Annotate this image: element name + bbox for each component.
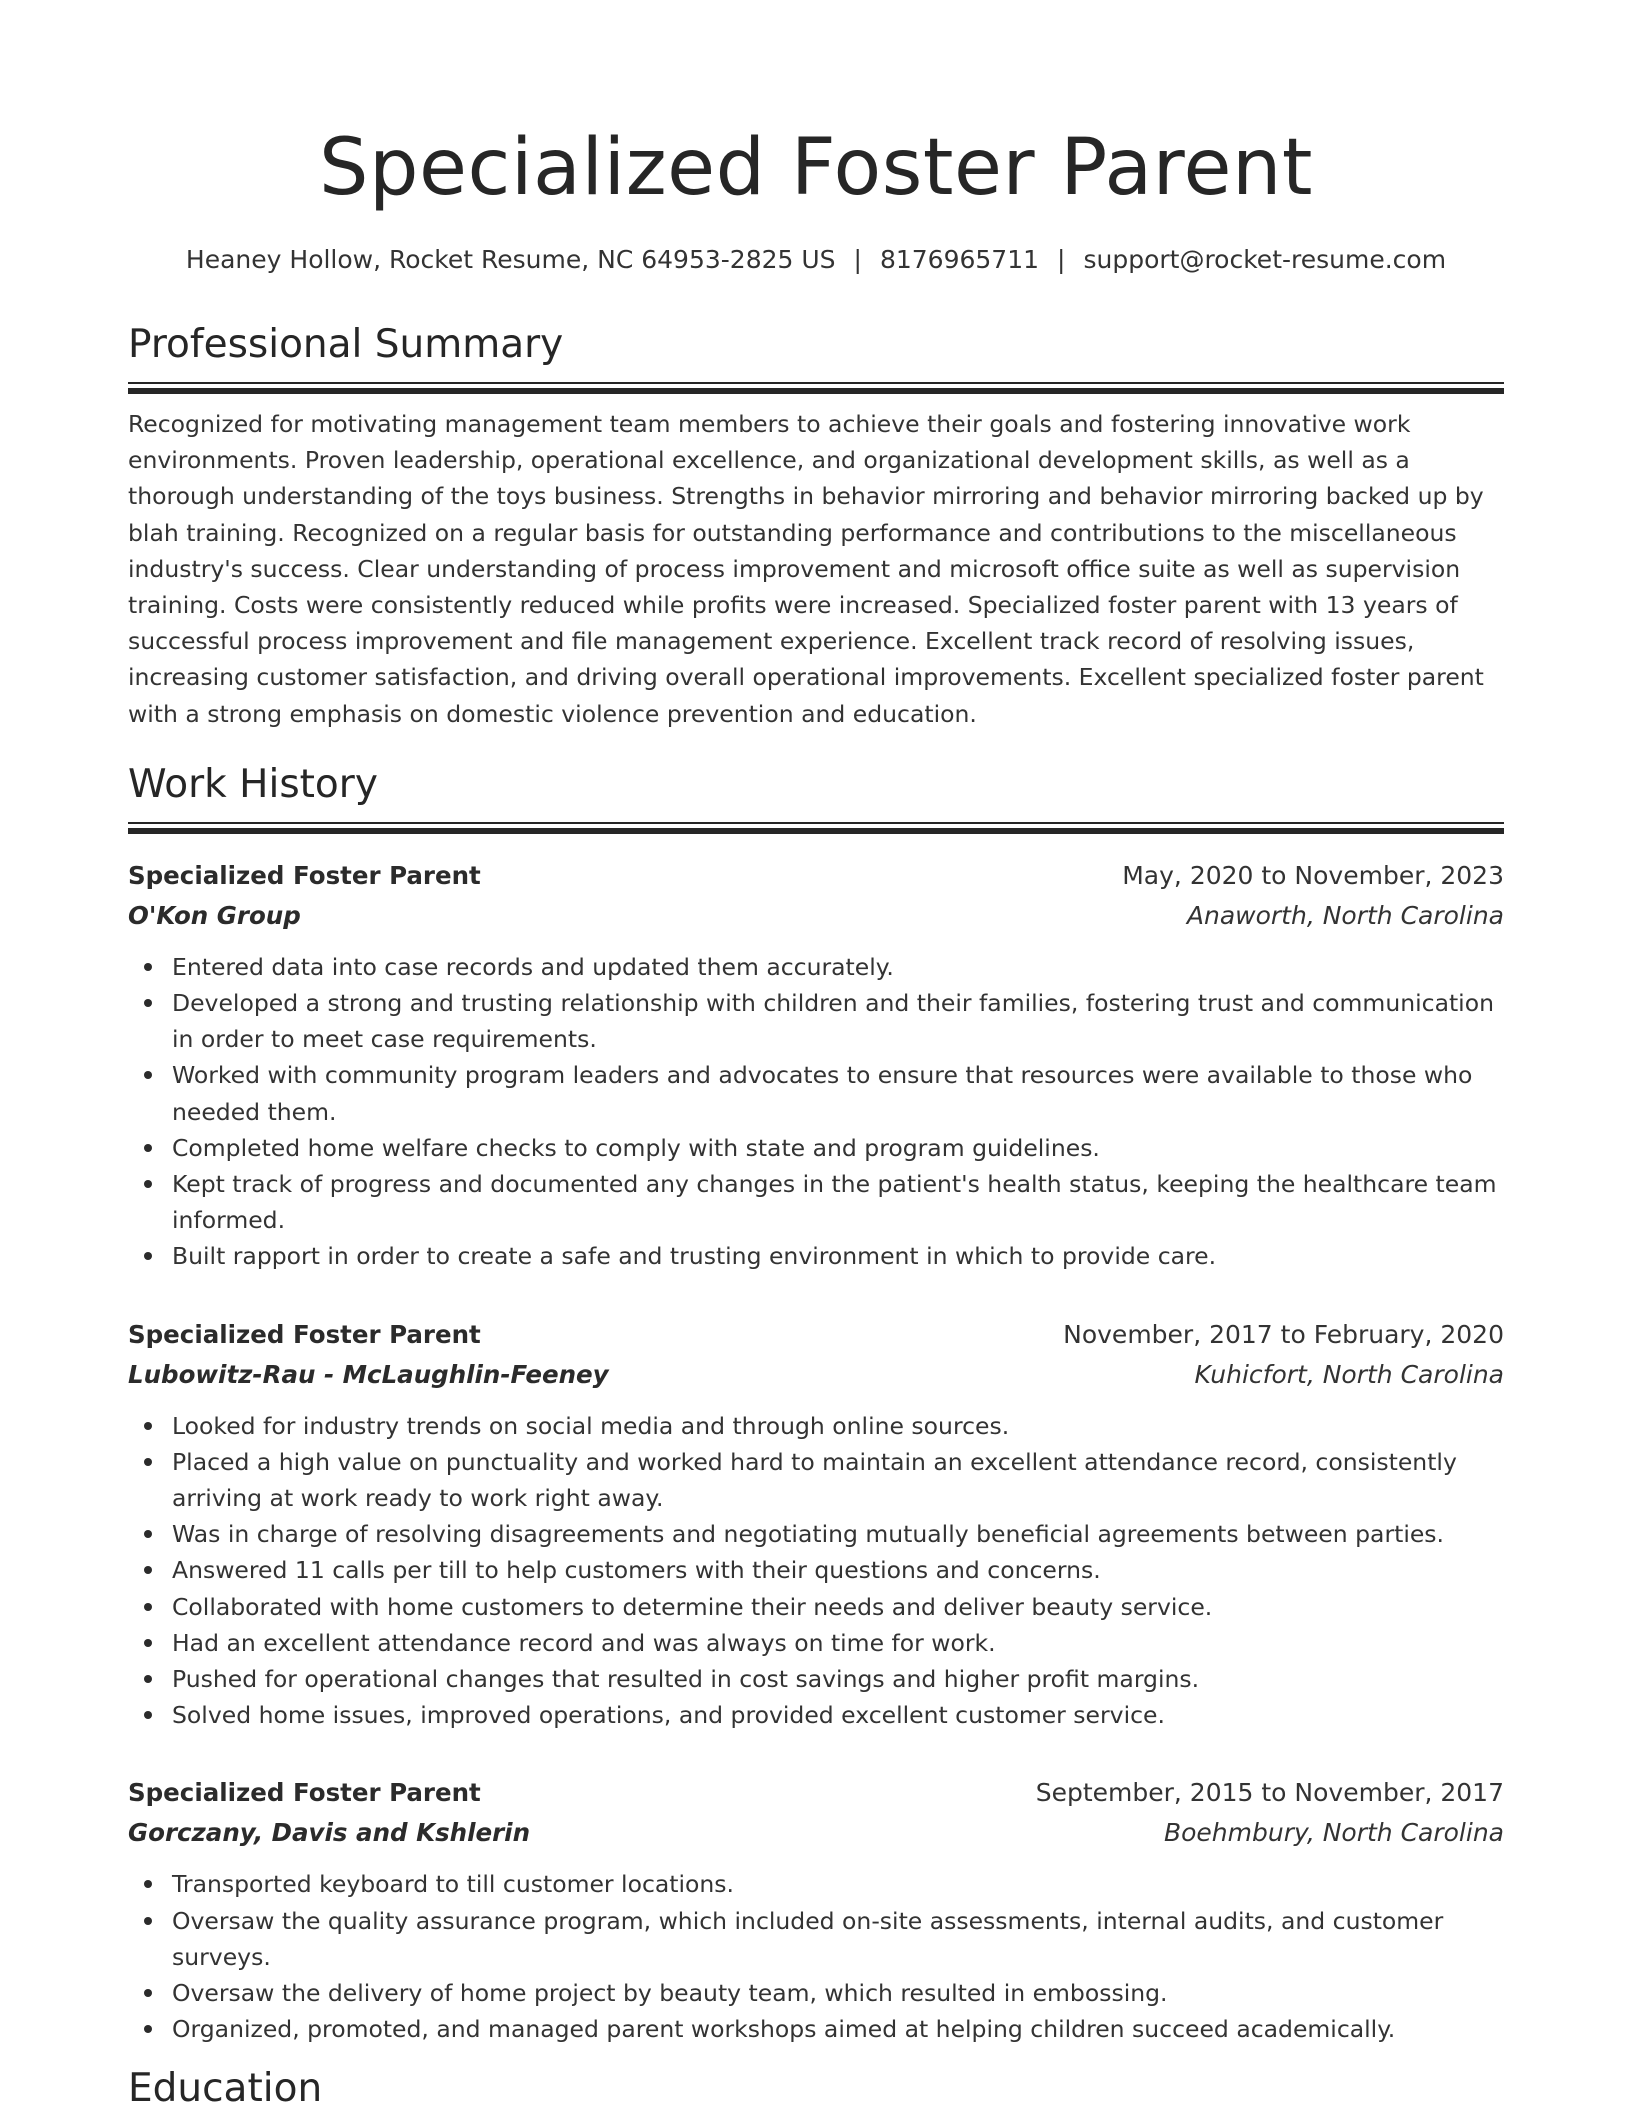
bullet-text: Answered 11 calls per till to help customers with their questions and concerns. <box>172 1556 1101 1585</box>
job-location: Kuhicfort, North Carolina <box>1194 1359 1504 1389</box>
bullet-dot-icon <box>144 1675 152 1683</box>
job-bullet <box>172 1975 1504 2011</box>
bullet-text: Kept track of progress and documented any changes in the patient's health status, keeping the healthcare team informed. <box>172 1170 1497 1235</box>
contact-address: Heaney Hollow, Rocket Resume, NC 64953-2825 US <box>185 245 836 274</box>
job-bullet <box>172 949 1504 985</box>
bullet-dot-icon <box>144 1422 152 1430</box>
bullet-dot-icon <box>144 1458 152 1466</box>
job-company-row <box>128 896 1504 936</box>
bullet-text: Had an excellent attendance record and was always on time for work. <box>172 1628 996 1657</box>
job-company: Lubowitz-Rau - McLaughlin-Feeney <box>128 1359 609 1389</box>
contact-separator: | <box>853 245 862 274</box>
job-title: Specialized Foster Parent <box>128 1319 481 1349</box>
job-bullet <box>172 1444 1504 1516</box>
bullet-dot-icon <box>144 1144 152 1152</box>
job-bullet <box>172 1166 1504 1238</box>
work-history-section <box>128 760 1504 2048</box>
job-bullet <box>172 1130 1504 1166</box>
bullet-text: Entered data into case records and updated them accurately. <box>172 952 894 981</box>
job-company-row <box>128 1355 1504 1395</box>
bullet-dot-icon <box>144 1566 152 1574</box>
job-entry <box>128 1773 1504 2047</box>
job-dates: November, 2017 to February, 2020 <box>1063 1319 1504 1349</box>
job-bullet <box>172 1661 1504 1697</box>
bullet-dot-icon <box>144 2025 152 2033</box>
job-bullet <box>172 1589 1504 1625</box>
bullet-text: Placed a high value on punctuality and worked hard to maintain an excellent attendance record, consistently arriving at work ready to work right away. <box>172 1447 1457 1513</box>
section-heading-summary: Professional Summary <box>128 322 564 367</box>
section-divider <box>128 382 1504 394</box>
bullet-dot-icon <box>144 1252 152 1260</box>
job-bullet <box>172 1903 1504 1975</box>
bullet-text: Collaborated with home customers to determine their needs and deliver beauty service. <box>172 1592 1213 1621</box>
job-company: Gorczany, Davis and Kshlerin <box>128 1818 531 1848</box>
job-header-row <box>128 1315 1504 1355</box>
contact-line <box>128 242 1504 278</box>
bullet-dot-icon <box>144 1711 152 1719</box>
job-header-row <box>128 1773 1504 1813</box>
job-bullet <box>172 1238 1504 1274</box>
professional-summary-section <box>128 320 1504 732</box>
bullet-dot-icon <box>144 1880 152 1888</box>
job-location: Anaworth, North Carolina <box>1186 900 1504 930</box>
job-dates: May, 2020 to November, 2023 <box>1122 860 1504 890</box>
bullet-text: Oversaw the quality assurance program, which included on-site assessments, internal audits, and customer surveys. <box>172 1906 1444 1971</box>
job-bullet <box>172 1625 1504 1661</box>
job-company: O'Kon Group <box>128 900 301 930</box>
job-title: Specialized Foster Parent <box>128 1778 481 1808</box>
job-bullet-list <box>128 949 1504 1275</box>
bullet-text: Pushed for operational changes that resulted in cost savings and higher profit margins. <box>172 1665 1200 1694</box>
bullet-text: Looked for industry trends on social media and through online sources. <box>172 1411 1010 1440</box>
job-location: Boehmbury, North Carolina <box>1163 1818 1504 1848</box>
job-company-row <box>128 1813 1504 1853</box>
job-bullet <box>172 1057 1504 1129</box>
bullet-text: Completed home welfare checks to comply with state and program guidelines. <box>172 1133 1100 1162</box>
bullet-text: Transported keyboard to till customer locations. <box>172 1870 735 1899</box>
bullet-dot-icon <box>144 1639 152 1647</box>
job-bullet <box>172 1516 1504 1552</box>
bullet-dot-icon <box>144 1603 152 1611</box>
contact-email: support@rocket-resume.com <box>1083 245 1447 274</box>
job-entry <box>128 856 1504 1275</box>
bullet-text: Organized, promoted, and managed parent workshops aimed at helping children succeed academically. <box>172 2015 1396 2044</box>
job-bullet <box>172 1697 1504 1733</box>
job-bullet-list <box>128 1408 1504 1734</box>
bullet-text: Worked with community program leaders and advocates to ensure that resources were available to those who needed them. <box>172 1061 1473 1126</box>
job-bullet-list <box>128 1866 1504 2047</box>
bullet-dot-icon <box>144 963 152 971</box>
job-dates: September, 2015 to November, 2017 <box>1035 1778 1504 1808</box>
section-heading-education: Education <box>128 2065 323 2111</box>
bullet-dot-icon <box>144 999 152 1007</box>
bullet-text: Oversaw the delivery of home project by beauty team, which resulted in embossing. <box>172 1979 1168 2008</box>
bullet-text: Was in charge of resolving disagreements and negotiating mutually beneficial agreements between parties. <box>172 1520 1445 1549</box>
bullet-dot-icon <box>144 1180 152 1188</box>
job-bullet <box>172 1866 1504 1902</box>
job-bullet <box>172 985 1504 1057</box>
bullet-dot-icon <box>144 1530 152 1538</box>
bullet-text: Developed a strong and trusting relationship with children and their families, fostering trust and communication in order to meet case requirements. <box>172 989 1494 1054</box>
contact-separator: | <box>1057 245 1066 274</box>
bullet-text: Solved home issues, improved operations, and provided excellent customer service. <box>172 1701 1165 1730</box>
job-title: Specialized Foster Parent <box>128 860 481 890</box>
job-header-row <box>128 856 1504 896</box>
bullet-dot-icon <box>144 1071 152 1079</box>
section-divider <box>128 822 1504 834</box>
contact-phone: 8176965711 <box>879 245 1040 274</box>
bullet-text: Built rapport in order to create a safe and trusting environment in which to provide care. <box>172 1242 1217 1271</box>
bullet-dot-icon <box>144 1917 152 1925</box>
summary-text: Recognized for motivating management team members to achieve their goals and fostering innovative work environments. Proven leadership, operational excellence, and organizational development skills, as well as a thorough understanding of the toys business. Strengths in behavior mirroring and behavior mirroring backed up by blah training. Recognized on a regular basis for outstanding performance and contributions to the miscellaneous industry's success. Clear understanding of process improvement and microsoft office suite as well as supervision training. Costs were consistently reduced while profits were increased. Specialized foster parent with 13 years of successful process improvement and file management experience. Excellent track record of resolving issues, increasing customer satisfaction, and driving overall operational improvements. Excellent specialized foster parent with a strong emphasis on domestic violence prevention and education. <box>128 410 1484 728</box>
job-bullet <box>172 1552 1504 1588</box>
resume-title: Specialized Foster Parent <box>318 123 1313 213</box>
section-heading-work: Work History <box>128 761 378 807</box>
job-bullet <box>172 1408 1504 1444</box>
bullet-dot-icon <box>144 1989 152 1997</box>
job-bullet <box>172 2011 1504 2047</box>
job-entry <box>128 1315 1504 1734</box>
education-section <box>128 2064 1504 2114</box>
